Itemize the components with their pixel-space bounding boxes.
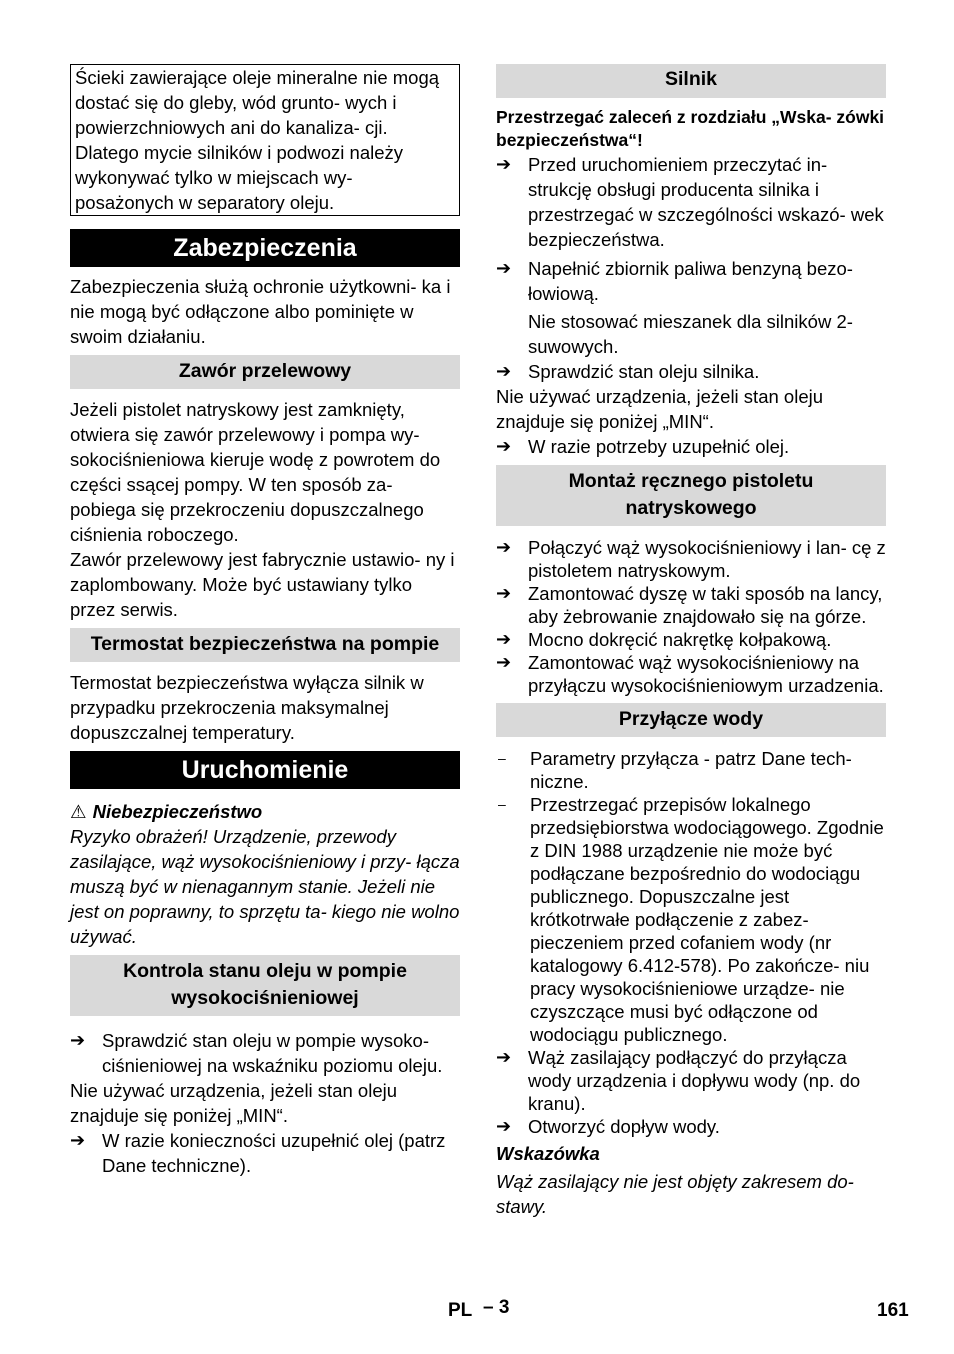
list-item-text: Mocno dokręcić nakrętkę kołpakową. bbox=[528, 629, 832, 650]
paragraph-termostat: Termostat bezpieczeństwa wyłącza silnik w przypadku przekroczenia maksymalnej dopuszczalnej temperatury. bbox=[70, 672, 424, 743]
list-item-text: Zamontować dyszę w taki sposób na lancy, aby żebrowanie znajdowało się na górze. bbox=[528, 583, 883, 627]
danger-title-line bbox=[70, 799, 460, 824]
arrow-right-icon: ➔ bbox=[70, 1130, 86, 1150]
heading-kontrola-oleju: Kontrola stanu oleju w pompie wysokociśnieniowej bbox=[70, 955, 460, 1016]
list-item-text: W razie potrzeby uzupełnić olej. bbox=[528, 436, 790, 457]
list-item bbox=[70, 1128, 460, 1178]
list-item-text: Parametry przyłącza - patrz Dane tech- niczne. bbox=[530, 748, 852, 792]
right-column bbox=[496, 64, 886, 1219]
note-text: Wąż zasilający nie jest objęty zakresem do- stawy. bbox=[496, 1171, 854, 1217]
list-item bbox=[496, 1115, 886, 1138]
list-item-note: Nie stosować mieszanek dla silników 2- suwowych. bbox=[528, 311, 853, 357]
paragraph-silnik: Nie używać urządzenia, jeżeli stan oleju znajduje się poniżej „MIN“. bbox=[496, 386, 824, 432]
list-item bbox=[496, 747, 886, 793]
list-item bbox=[496, 359, 886, 384]
list-item-text: Przed uruchomieniem przeczytać in- strukcję obsługi producenta silnika i przestrzegać w szczególności wskazó- wek bezpieczeństwa. bbox=[528, 154, 884, 250]
list-item-text: Wąż zasilający podłączyć do przyłącza wody urządzenia i dopływu wody (np. do kranu). bbox=[528, 1047, 861, 1114]
list-item-text: W razie konieczności uzupełnić olej (patrz Dane techniczne). bbox=[102, 1130, 446, 1176]
list-item bbox=[496, 1046, 886, 1115]
list-item-text: Sprawdzić stan oleju silnika. bbox=[528, 361, 760, 382]
list-item-text bbox=[528, 256, 886, 359]
heading-silnik: Silnik bbox=[496, 64, 886, 98]
left-column bbox=[70, 64, 460, 1178]
paragraph-kontrola: Nie używać urządzenia, jeżeli stan oleju znajduje się poniżej „MIN“. bbox=[70, 1080, 398, 1126]
list-item bbox=[496, 256, 886, 359]
dash-marker: – bbox=[498, 750, 506, 766]
list-item-text: Przestrzegać przepisów lokalnego przedsiębiorstwa wodociągowego. Zgodnie z DIN 1988 urządzenie nie może być podłączane bezpośrednio do wodociągu publicznego. Dopuszczalne jest krótkotrwałe podłączenie z zabez- pieczeniem przed cofaniem wody (nr katalogowy 6.412-578). Po zakończe- niu pracy wysokociśnieniowe urządze- nie czyszczące musi być odłączone od wodociągu publicznego. bbox=[530, 794, 884, 1045]
heading-przylacze-wody: Przyłącze wody bbox=[496, 703, 886, 737]
arrow-right-icon: ➔ bbox=[496, 361, 512, 381]
arrow-right-icon: ➔ bbox=[496, 258, 512, 278]
heading-montaz-pistoletu: Montaż ręcznego pistoletu natryskowego bbox=[496, 465, 886, 526]
list-item bbox=[496, 582, 886, 628]
list-item-text: Zamontować wąż wysokociśnieniowy na przyłączu wysokociśnieniowym urzadzenia. bbox=[528, 652, 884, 696]
dash-marker: – bbox=[498, 796, 506, 812]
list-item bbox=[496, 536, 886, 582]
heading-termostat: Termostat bezpieczeństwa na pompie bbox=[70, 628, 460, 662]
paragraph-zawor-2: Zawór przelewowy jest fabrycznie ustawio- ny i zaplombowany. Może być ustawiany tylko przez serwis. bbox=[70, 549, 455, 620]
paragraph-silnik-bold: Przestrzegać zaleceń z rozdziału „Wska- zówki bezpieczeństwa“! bbox=[496, 107, 885, 150]
arrow-right-icon: ➔ bbox=[496, 1047, 512, 1067]
arrow-right-icon: ➔ bbox=[496, 154, 512, 174]
environment-notice-box bbox=[70, 64, 460, 216]
list-item bbox=[496, 152, 886, 252]
page-number: 161 bbox=[877, 1300, 909, 1321]
danger-text: Ryzyko obrażeń! Urządzenie, przewody zasilające, wąż wysokociśnieniowy i przy- łącza muszą być w nienagannym stanie. Jeżeli nie jest on poprawny, to sprzętu ta- kiego nie wolno używać. bbox=[70, 826, 460, 947]
arrow-right-icon: ➔ bbox=[496, 537, 512, 557]
list-item bbox=[496, 434, 886, 459]
danger-title: Niebezpieczeństwo bbox=[92, 801, 263, 822]
list-item bbox=[496, 628, 886, 651]
list-item bbox=[70, 1028, 460, 1078]
list-item bbox=[496, 793, 886, 1046]
arrow-right-icon: ➔ bbox=[496, 652, 512, 672]
paragraph-zabezpieczenia: Zabezpieczenia służą ochronie użytkowni- ka i nie mogą być odłączone albo pominięte w swoim działaniu. bbox=[70, 276, 451, 347]
list-item-main: Napełnić zbiornik paliwa benzyną bezo- łowiową. bbox=[528, 258, 853, 304]
heading-uruchomienie: Uruchomienie bbox=[70, 751, 460, 789]
warning-triangle-icon: ⚠ bbox=[70, 801, 87, 822]
footer-language: PL bbox=[448, 1300, 473, 1321]
list-item-text: Otworzyć dopływ wody. bbox=[528, 1116, 720, 1137]
arrow-right-icon: ➔ bbox=[70, 1030, 86, 1050]
arrow-right-icon: ➔ bbox=[496, 583, 512, 603]
list-item-text: Połączyć wąż wysokociśnieniowy i lan- cę z pistoletem natryskowym. bbox=[528, 537, 886, 581]
heading-zabezpieczenia: Zabezpieczenia bbox=[70, 229, 460, 267]
footer-section-number: – 3 bbox=[483, 1297, 510, 1318]
environment-notice-text: Ścieki zawierające oleje mineralne nie mogą dostać się do gleby, wód grunto- wych i powierzchniowych ani do kanaliza- cji. Dlatego mycie silników i podwozi należy wykonywać tylko w miejscach wy- posażonych w separatory oleju. bbox=[75, 67, 440, 213]
list-item-text: Sprawdzić stan oleju w pompie wysoko- ciśnieniowej na wskaźniku poziomu oleju. bbox=[102, 1030, 443, 1076]
list-item bbox=[496, 651, 886, 697]
paragraph-zawor-1: Jeżeli pistolet natryskowy jest zamknięty, otwiera się zawór przelewowy i pompa wy- sokociśnieniowa kieruje wodę z powrotem do części ssącej pompy. W ten sposób za- pobiega się przekroczeniu dopuszczalnego ciśnienia roboczego. bbox=[70, 399, 441, 545]
arrow-right-icon: ➔ bbox=[496, 436, 512, 456]
arrow-right-icon: ➔ bbox=[496, 1116, 512, 1136]
heading-zawor-przelewowy: Zawór przelewowy bbox=[70, 355, 460, 389]
note-title: Wskazówka bbox=[496, 1143, 600, 1164]
arrow-right-icon: ➔ bbox=[496, 629, 512, 649]
